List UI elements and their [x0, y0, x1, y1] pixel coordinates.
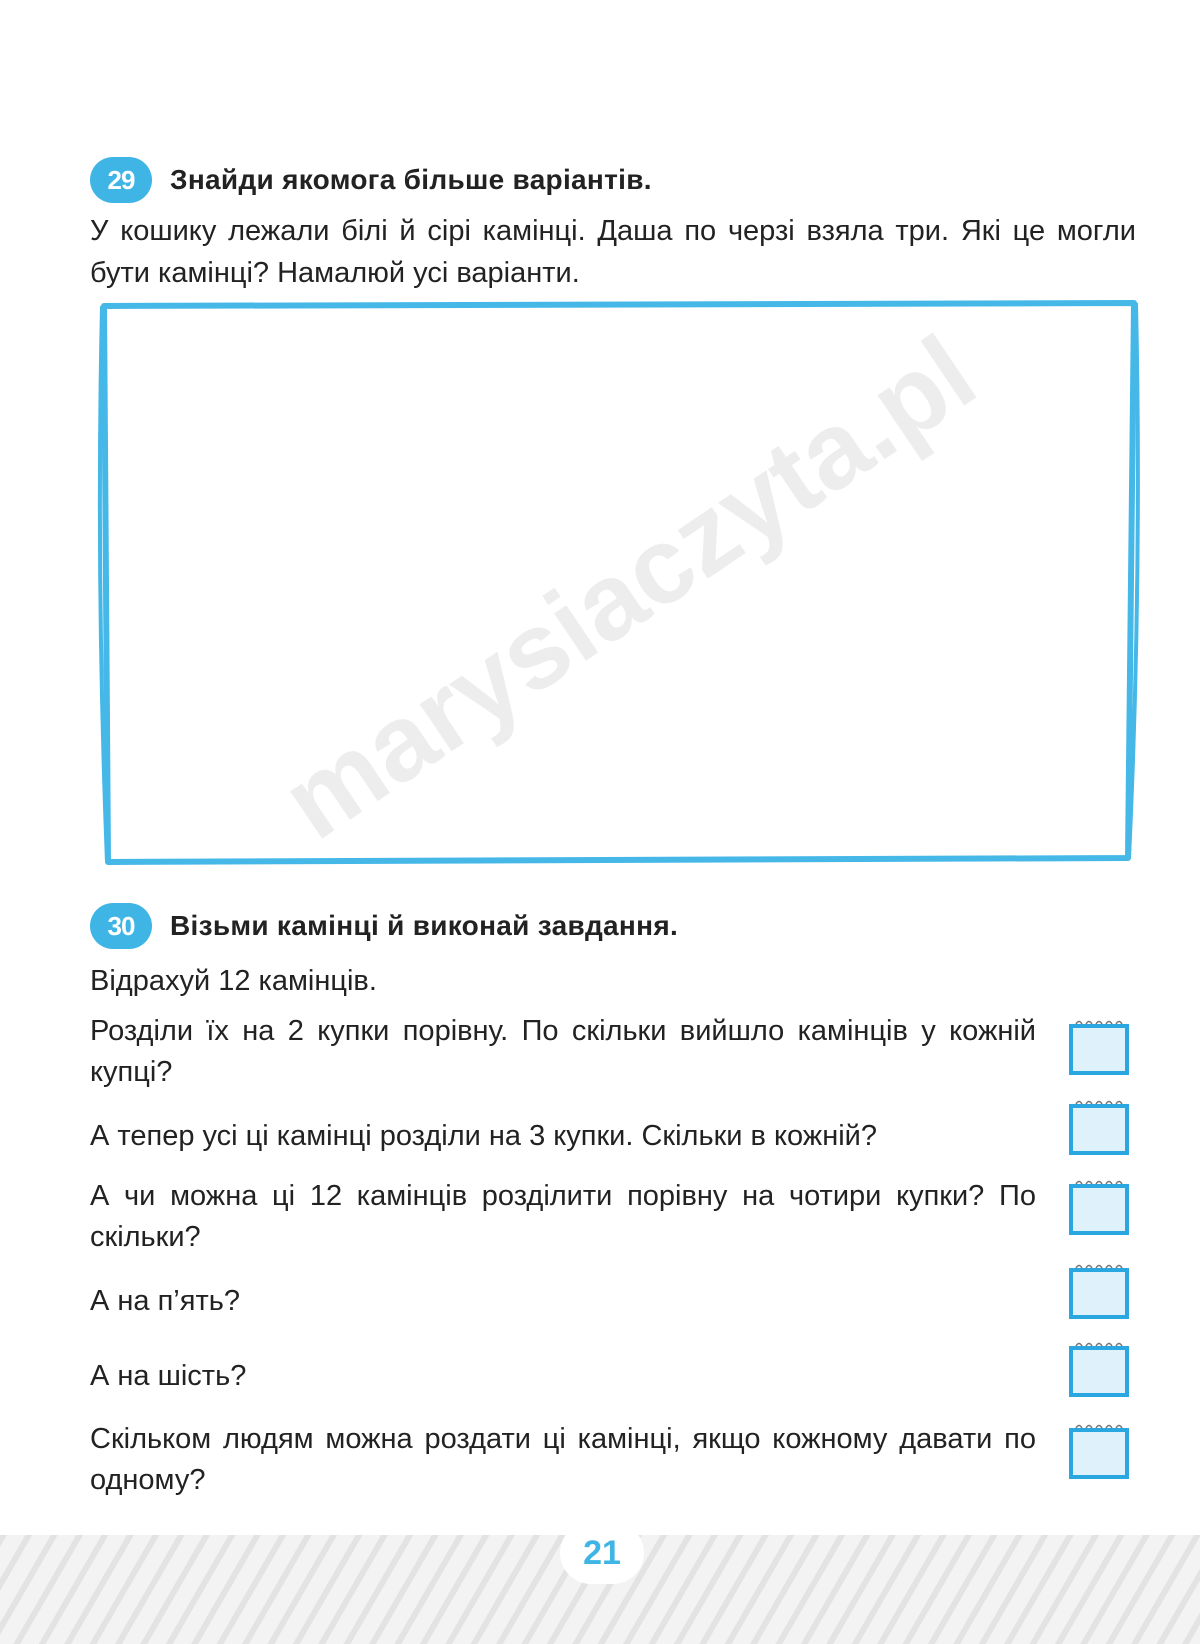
answer-box-5[interactable]	[1068, 1340, 1130, 1398]
task-29-number: 29	[107, 164, 135, 195]
page-number-badge	[560, 1522, 644, 1584]
question-5: А на шість?	[90, 1360, 247, 1392]
question-6: Скільком людям можна роздати ці камінці, якщо кожному давати по одному?	[90, 1423, 1036, 1496]
task-30-intro: Відрахуй 12 камінців.	[90, 965, 377, 997]
task-29-title: Знайди якомога більше варіантів.	[170, 164, 652, 195]
spiral-notepad-icon	[1071, 1344, 1127, 1396]
question-4: А на п’ять?	[90, 1285, 240, 1317]
watermark: marysiaczyta.pl	[261, 311, 996, 862]
question-1: Розділи їх на 2 купки порівну. По скільки вийшло камінців у кожній купці?	[90, 1015, 1036, 1088]
answer-box-6[interactable]	[1068, 1422, 1130, 1480]
spiral-notepad-icon	[1071, 1266, 1127, 1318]
answer-box-3[interactable]	[1068, 1178, 1130, 1236]
task-29-text: У кошику лежали білі й сірі камінці. Даша по черзі взяла три. Які це могли бути камінці? Намалюй усі варіанти.	[90, 215, 1136, 289]
spiral-notepad-icon	[1071, 1022, 1127, 1074]
answer-box-4[interactable]	[1068, 1262, 1130, 1320]
task-30-number: 30	[107, 910, 135, 941]
spiral-notepad-icon	[1071, 1102, 1127, 1154]
task-30-number-badge	[90, 903, 152, 949]
page-number: 21	[583, 1533, 621, 1572]
spiral-notepad-icon	[1071, 1182, 1127, 1234]
task-30-title: Візьми камінці й виконай завдання.	[170, 910, 679, 941]
answer-box-1[interactable]	[1068, 1018, 1130, 1076]
spiral-notepad-icon	[1071, 1426, 1127, 1478]
question-2: А тепер усі ці камінці розділи на 3 купки. Скільки в кожній?	[90, 1120, 877, 1152]
answer-box-2[interactable]	[1068, 1098, 1130, 1156]
question-3: А чи можна ці 12 камінців розділити порівну на чотири купки? По скільки?	[90, 1180, 1036, 1253]
